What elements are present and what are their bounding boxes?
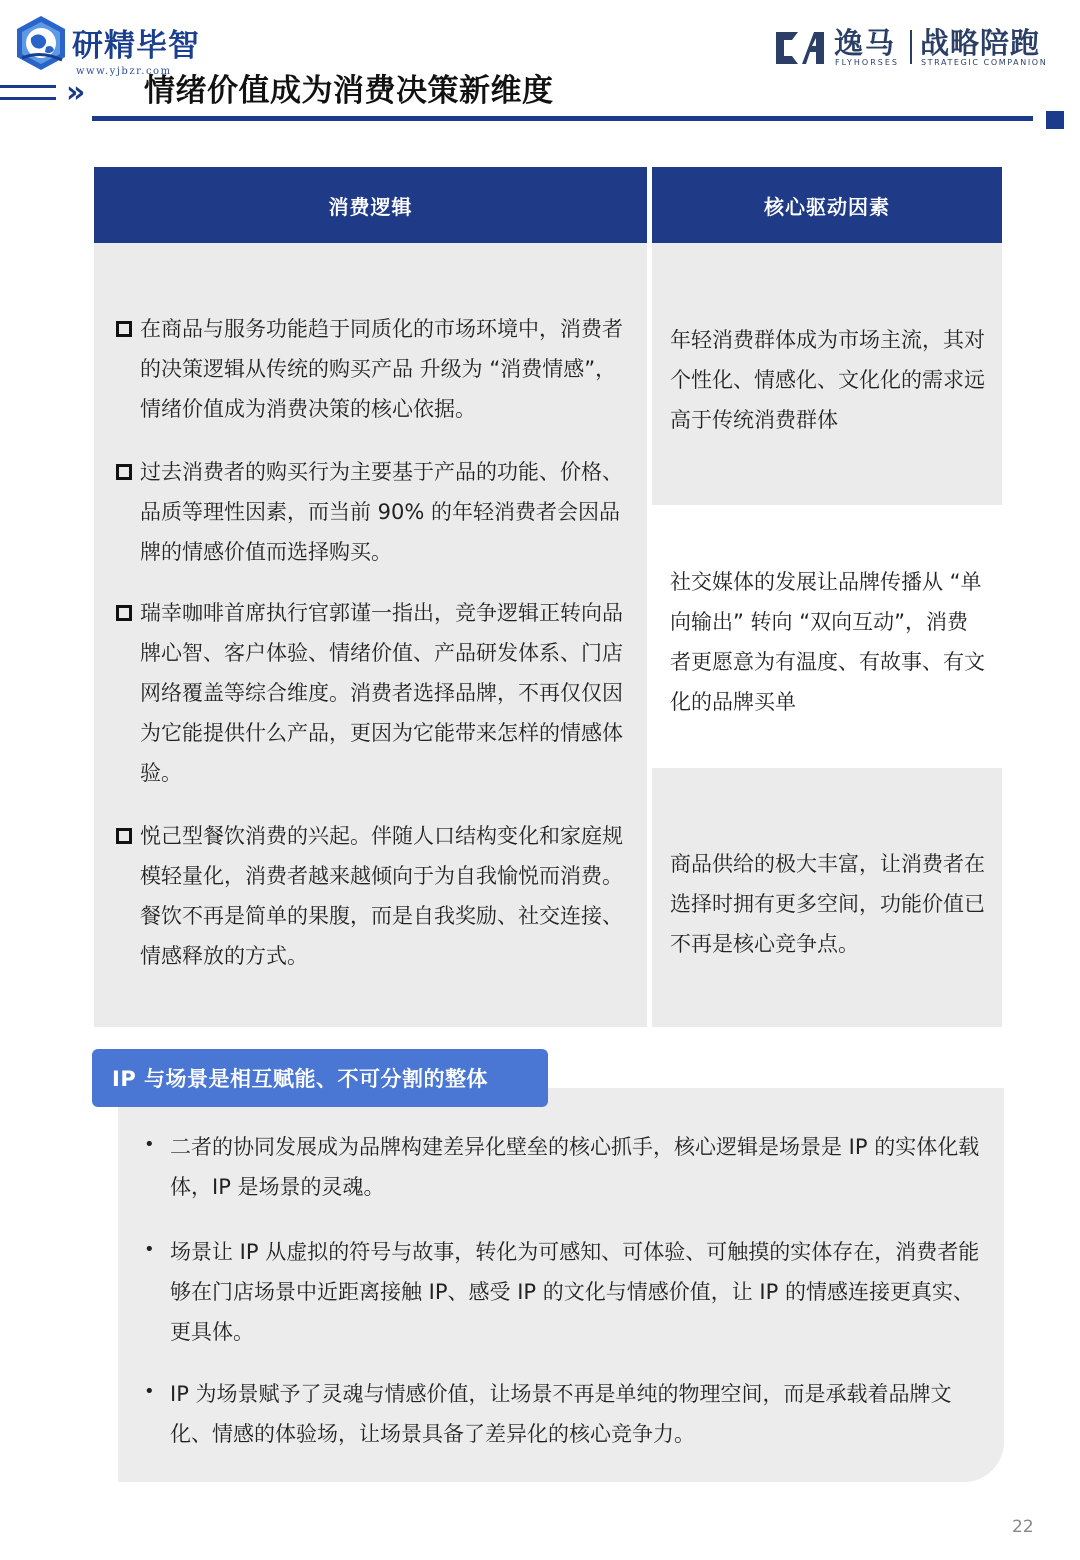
table-header-drivers: 核心驱动因素: [652, 167, 1002, 243]
title-square-decoration: [1046, 111, 1064, 129]
driver-text: 商品供给的极大丰富，让消费者在选择时拥有更多空间，功能价值已不再是核心竞争点。: [670, 852, 985, 956]
globe-logo-icon: [12, 14, 70, 72]
yima-logo: [772, 26, 1052, 72]
logic-column: [94, 243, 647, 1027]
ip-section-title: IP 与场景是相互赋能、不可分割的整体: [92, 1049, 548, 1107]
page-number: 22: [1012, 1517, 1034, 1537]
logic-item: [114, 816, 628, 976]
checkbox-square-icon: [116, 605, 132, 621]
logic-item-text: 瑞幸咖啡首席执行官郭谨一指出，竞争逻辑正转向品牌心智、客户体验、情绪价值、产品研发体系、门店网络覆盖等综合维度。消费者选择品牌，不再仅仅因为它能提供什么产品，更因为它能带来怎样的情感体验。: [140, 601, 623, 785]
flyhorses-mark-icon: [772, 28, 828, 68]
checkbox-square-icon: [116, 321, 132, 337]
logo-right-slogan: 战略陪跑: [920, 26, 1041, 60]
logic-item-text: 悦己型餐饮消费的兴起。伴随人口结构变化和家庭规模轻量化，消费者越来越倾向于为自我愉悦而消费。餐饮不再是简单的果腹，而是自我奖励、社交连接、情感释放的方式。: [140, 824, 623, 968]
ip-item: IP 为场景赋予了灵魂与情感价值，让场景不再是单纯的物理空间，而是承载着品牌文化、情感的体验场，让场景具备了差异化的核心竞争力。: [170, 1382, 952, 1446]
logic-item-text: 过去消费者的购买行为主要基于产品的功能、价格、品质等理性因素，而当前 90% 的年轻消费者会因品牌的情感价值而选择购买。: [140, 460, 623, 564]
logo-right-brand-en: FLYHORSES: [835, 58, 899, 67]
logo-divider: [910, 30, 912, 64]
logo-right-brand: 逸马: [834, 26, 897, 60]
driver-cell: [652, 243, 1002, 505]
ip-item: 二者的协同发展成为品牌构建差异化壁垒的核心抓手，核心逻辑是场景是 IP 的实体化载体，IP 是场景的灵魂。: [170, 1135, 980, 1199]
checkbox-square-icon: [116, 828, 132, 844]
logo-left-url: www.yjbzr.com: [76, 66, 172, 77]
driver-cell: [652, 508, 1002, 765]
title-lines-decoration: [0, 85, 56, 103]
page-title: 情绪价值成为消费决策新维度: [144, 73, 554, 109]
logo-right-slogan-en: STRATEGIC COMPANION: [921, 58, 1048, 67]
ip-item: 场景让 IP 从虚拟的符号与故事，转化为可感知、可体验、可触摸的实体存在，消费者能够在门店场景中近距离接触 IP、感受 IP 的文化与情感价值，让 IP 的情感连接更真实、更具体。: [170, 1240, 980, 1344]
table-header-logic: 消费逻辑: [94, 167, 647, 243]
bullet-dot-icon: •: [144, 1239, 155, 1260]
double-chevron-icon: »: [66, 75, 86, 110]
checkbox-square-icon: [116, 464, 132, 480]
driver-text: 年轻消费群体成为市场主流，其对个性化、情感化、文化化的需求远高于传统消费群体: [670, 328, 985, 432]
driver-text: 社交媒体的发展让品牌传播从 “单向输出” 转向 “双向互动”，消费者更愿意为有温度、有故事、有文化的品牌买单: [670, 570, 985, 714]
logic-item: [114, 593, 628, 793]
bullet-dot-icon: •: [144, 1381, 155, 1402]
title-rule: [92, 116, 1033, 121]
driver-cell: [652, 768, 1002, 1027]
logic-item: [114, 309, 628, 429]
yjbz-logo: [8, 12, 208, 77]
bullet-dot-icon: •: [144, 1134, 155, 1155]
logic-item-text: 在商品与服务功能趋于同质化的市场环境中，消费者的决策逻辑从传统的购买产品 升级为 “消费情感”，情绪价值成为消费决策的核心依据。: [140, 317, 623, 421]
logo-left-name: 研精毕智: [72, 28, 200, 64]
logic-item: [114, 452, 628, 572]
